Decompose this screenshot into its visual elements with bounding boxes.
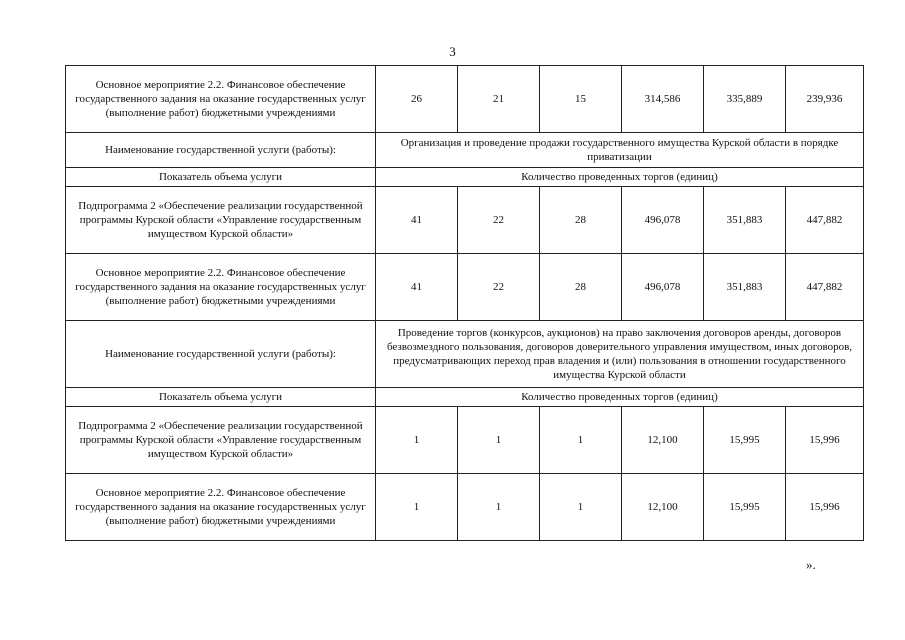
activity-label-cell: Основное мероприятие 2.2. Финансовое обеспечение государственного задания на оказание государственных услуг (выполнение работ) бюджетными учреждениями: [66, 474, 376, 541]
table-row-activity: [66, 66, 864, 133]
indicator-name-cell: Количество проведенных торгов (единиц): [376, 388, 864, 407]
value-cell: 15,995: [704, 407, 786, 474]
value-cell: 351,883: [704, 187, 786, 254]
value-cell: 15,996: [786, 407, 864, 474]
value-cell: 1: [540, 474, 622, 541]
table-row-program: [66, 187, 864, 254]
value-cell: 1: [458, 407, 540, 474]
value-cell: 1: [376, 474, 458, 541]
value-cell: 41: [376, 187, 458, 254]
value-cell: 28: [540, 187, 622, 254]
program-label-cell: Подпрограмма 2 «Обеспечение реализации государственной программы Курской области «Управление государственным имуществом Курской области»: [66, 187, 376, 254]
activity-label-cell: Основное мероприятие 2.2. Финансовое обеспечение государственного задания на оказание государственных услуг (выполнение работ) бюджетными учреждениями: [66, 254, 376, 321]
value-cell: 26: [376, 66, 458, 133]
indicator-label-cell: Показатель объема услуги: [66, 388, 376, 407]
value-cell: 1: [458, 474, 540, 541]
value-cell: 12,100: [622, 407, 704, 474]
budget-table: [65, 65, 864, 541]
table-row-activity: [66, 254, 864, 321]
value-cell: 15,995: [704, 474, 786, 541]
value-cell: 28: [540, 254, 622, 321]
value-cell: 1: [376, 407, 458, 474]
value-cell: 351,883: [704, 254, 786, 321]
table-row-activity: [66, 474, 864, 541]
service-label-cell: Наименование государственной услуги (работы):: [66, 321, 376, 388]
value-cell: 22: [458, 187, 540, 254]
value-cell: 15: [540, 66, 622, 133]
activity-label-cell: Основное мероприятие 2.2. Финансовое обеспечение государственного задания на оказание государственных услуг (выполнение работ) бюджетными учреждениями: [66, 66, 376, 133]
value-cell: 496,078: [622, 187, 704, 254]
value-cell: 496,078: [622, 254, 704, 321]
value-cell: 41: [376, 254, 458, 321]
closing-quote-mark: ».: [806, 557, 816, 572]
value-cell: 12,100: [622, 474, 704, 541]
value-cell: 239,936: [786, 66, 864, 133]
value-cell: 314,586: [622, 66, 704, 133]
value-cell: 1: [540, 407, 622, 474]
service-name-cell: Организация и проведение продажи государственного имущества Курской области в порядке приватизации: [376, 133, 864, 168]
service-name-cell: Проведение торгов (конкурсов, аукционов) на право заключения договоров аренды, договоров безвозмездного пользования, договоров доверительного управления имуществом, иных договоров, предусматривающих переход прав владения и (или) пользования в отношении государственного имущества Курской области: [376, 321, 864, 388]
page-number: 3: [449, 44, 456, 59]
value-cell: 447,882: [786, 187, 864, 254]
value-cell: 335,889: [704, 66, 786, 133]
table-row-program: [66, 407, 864, 474]
value-cell: 15,996: [786, 474, 864, 541]
table-row-service: [66, 133, 864, 168]
program-label-cell: Подпрограмма 2 «Обеспечение реализации государственной программы Курской области «Управление государственным имуществом Курской области»: [66, 407, 376, 474]
value-cell: 447,882: [786, 254, 864, 321]
value-cell: 22: [458, 254, 540, 321]
indicator-label-cell: Показатель объема услуги: [66, 168, 376, 187]
table-row-service: [66, 321, 864, 388]
indicator-name-cell: Количество проведенных торгов (единиц): [376, 168, 864, 187]
service-label-cell: Наименование государственной услуги (работы):: [66, 133, 376, 168]
table-row-indicator: [66, 388, 864, 407]
table-row-indicator: [66, 168, 864, 187]
value-cell: 21: [458, 66, 540, 133]
